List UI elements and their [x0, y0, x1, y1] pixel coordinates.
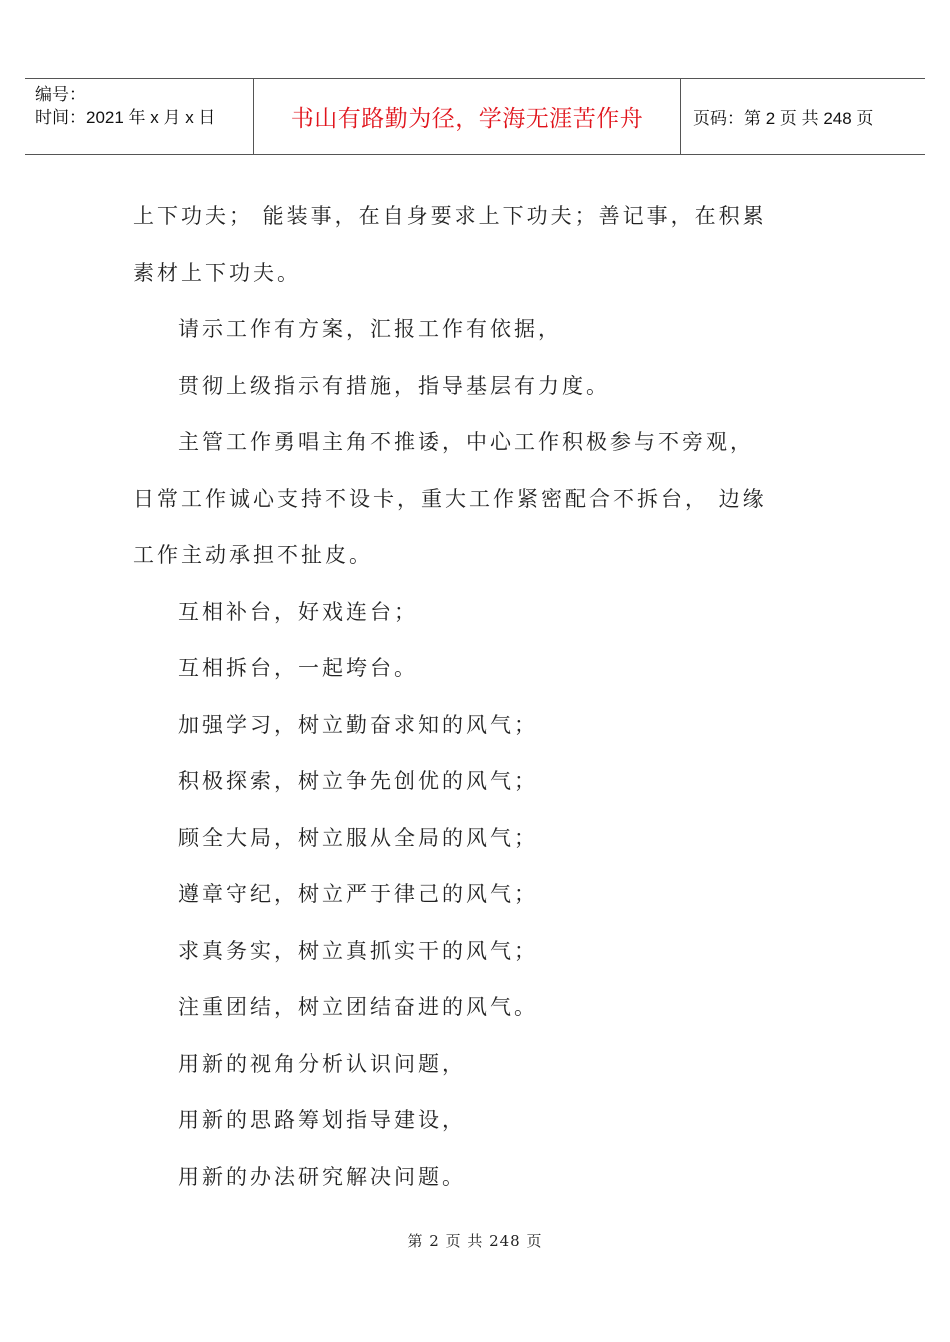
paragraph-line: 积极探索，树立争先创优的风气；: [178, 769, 538, 793]
paragraph-line: 互相拆台，一起垮台。: [178, 656, 418, 680]
paragraph-line: 主管工作勇唱主角不推诿，中心工作积极参与不旁观，: [178, 430, 754, 454]
document-body: [133, 188, 823, 1205]
paragraph-line: 素材上下功夫。: [133, 260, 301, 285]
paragraph-line: 注重团结，树立团结奋进的风气。: [178, 995, 538, 1019]
document-number-label: 编号：: [35, 85, 86, 104]
paragraph-line: 求真务实，树立真抓实干的风气；: [178, 938, 538, 963]
header-meta: [25, 79, 254, 154]
paragraph-line: 用新的视角分析认识问题，: [178, 1051, 466, 1076]
paragraph-line: 互相补台，好戏连台；: [178, 599, 418, 624]
paragraph-line: 用新的办法研究解决问题。: [178, 1164, 466, 1189]
paragraph-line: 贯彻上级指示有措施，指导基层有力度。: [178, 373, 610, 398]
document-time-label: 时间：2021 年 x 月 x 日: [35, 108, 216, 127]
paragraph-line: 日常工作诚心支持不设卡，重大工作紧密配合不拆台， 边缘: [133, 486, 767, 511]
header-motto: 书山有路勤为径，学海无涯苦作舟: [254, 79, 681, 154]
paragraph-line: 请示工作有方案，汇报工作有依据，: [178, 317, 562, 341]
paragraph-line: 上下功夫； 能装事，在自身要求上下功夫；善记事，在积累: [133, 204, 767, 228]
paragraph-line: 加强学习，树立勤奋求知的风气；: [178, 712, 538, 737]
header-page-info: 页码：第 2 页 共 248 页: [693, 109, 874, 128]
paragraph-line: 顾全大局，树立服从全局的风气；: [178, 825, 538, 850]
paragraph-line: 用新的思路筹划指导建设，: [178, 1108, 466, 1132]
paragraph-line: 工作主动承担不扯皮。: [133, 543, 373, 567]
page-footer: 第 2 页 共 248 页: [407, 1232, 543, 1250]
page-header: [25, 78, 925, 155]
paragraph-line: 遵章守纪，树立严于律己的风气；: [178, 882, 538, 906]
